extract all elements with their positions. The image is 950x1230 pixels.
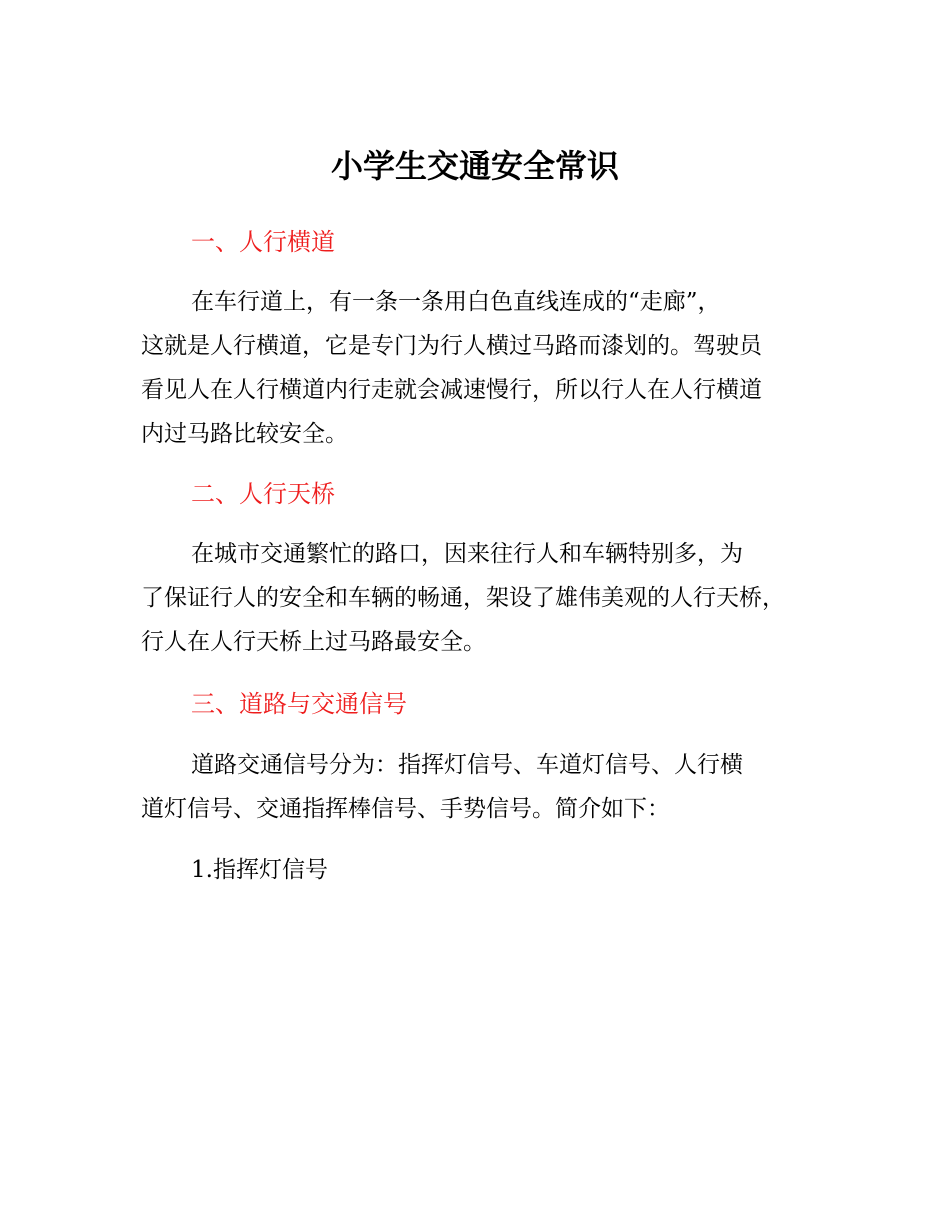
document-title: 小学生交通安全常识 [330,147,619,185]
paragraph-line: 了保证行人的安全和车辆的畅通，架设了雄伟美观的人行天桥， [141,585,785,611]
section-heading-1: 一、人行横道 [191,228,335,256]
section-paragraph-2 [141,532,841,664]
section-heading-2: 二、人行天桥 [191,480,335,508]
paragraph-line: 内过马路比较安全。 [141,421,348,447]
list-item [141,848,841,892]
paragraph-line: 在车行道上，有一条一条用白色直线连成的“走廊”， [191,289,721,315]
section-heading-3: 三、道路与交通信号 [191,690,407,718]
paragraph-line: 这就是人行横道，它是专门为行人横过马路而漆划的。驾驶员 [141,333,762,359]
section-paragraph-1 [141,280,841,456]
paragraph-line: 行人在人行天桥上过马路最安全。 [141,629,486,655]
paragraph-line: 看见人在人行横道内行走就会减速慢行，所以行人在人行横道 [141,377,762,403]
list-item-text: 1.指挥灯信号 [191,857,328,883]
paragraph-line: 在城市交通繁忙的路口，因来往行人和车辆特别多，为 [191,541,743,567]
section-paragraph-3 [141,743,841,831]
paragraph-line: 道灯信号、交通指挥棒信号、手势信号。简介如下： [141,796,670,822]
paragraph-line: 道路交通信号分为：指挥灯信号、车道灯信号、人行横 [191,752,743,778]
